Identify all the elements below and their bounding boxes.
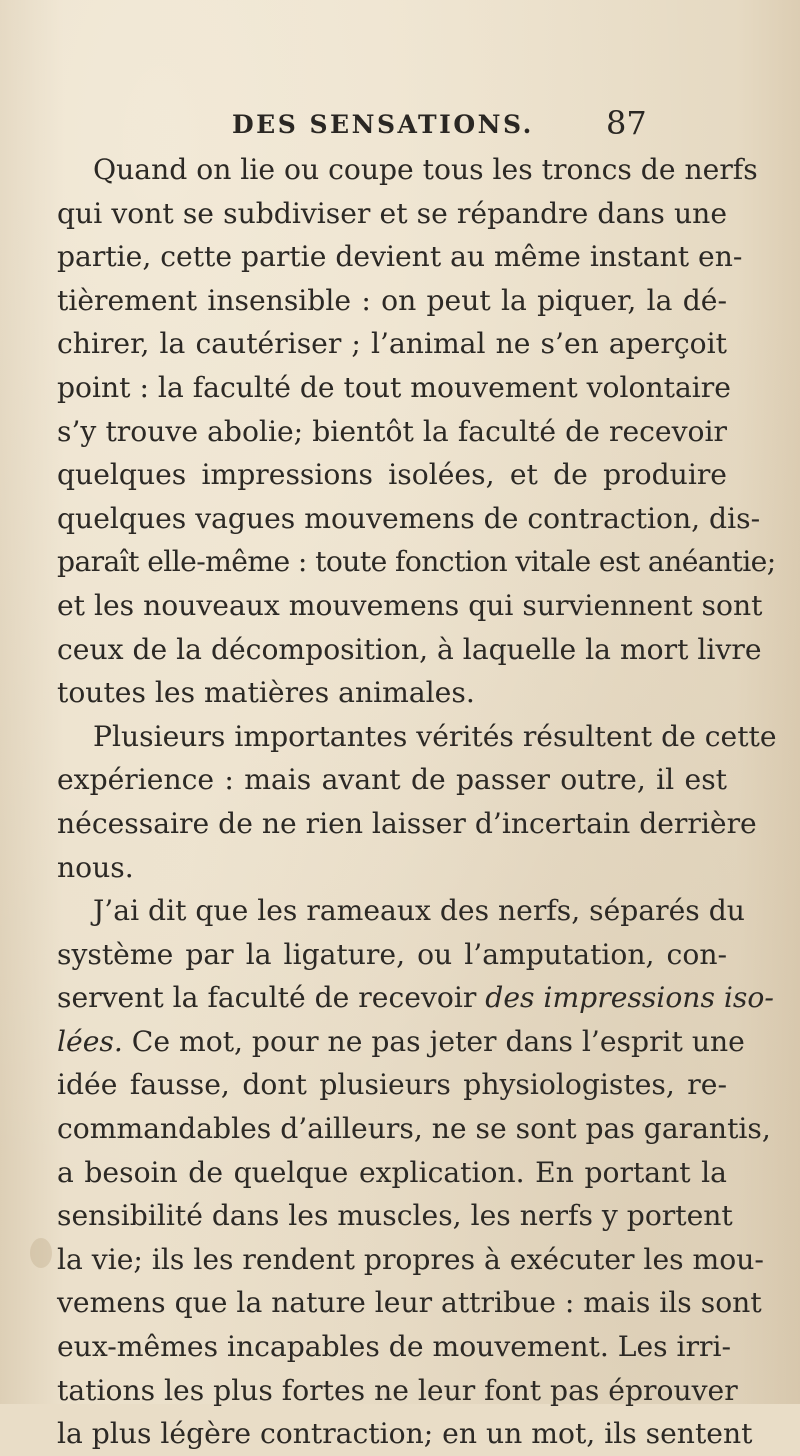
paper-stain	[30, 1238, 52, 1268]
text-line: eux-mêmes incapables de mouvement. Les irri-	[57, 1330, 732, 1364]
text-line: sensibilité dans les muscles, les nerfs y portent	[57, 1199, 733, 1233]
page-number: 87	[606, 104, 647, 142]
text-line: la plus légère contraction; en un mot, ils sentent	[57, 1417, 753, 1451]
text-line: partie, cette partie devient au même instant en-	[57, 240, 743, 274]
text-line: nous.	[57, 850, 134, 884]
text-line: a besoin de quelque explication. En portant la	[57, 1155, 727, 1189]
text-line: paraît elle-même : toute fonction vitale est anéantie;	[57, 545, 776, 579]
text-line: s’y trouve abolie; bientôt la faculté de recevoir	[57, 414, 727, 448]
text-line: système par la ligature, ou l’amputation, con-	[57, 937, 727, 971]
text-segment: servent la faculté de recevoir	[57, 981, 477, 1015]
text-line: J’ai dit que les rameaux des nerfs, séparés du	[93, 894, 745, 928]
text-line: quelques impressions isolées, et de produire	[57, 458, 727, 492]
text-line: ceux de la décomposition, à laquelle la mort livre	[57, 632, 762, 666]
italic-phrase: lées.	[57, 1024, 123, 1058]
text-line: Quand on lie ou coupe tous les troncs de nerfs	[93, 153, 758, 186]
text-line: chirer, la cautériser ; l’animal ne s’en aperçoit	[57, 327, 727, 361]
text-line: Plusieurs importantes vérités résultent de cette	[93, 719, 777, 753]
text-segment: Ce mot, pour ne pas jeter dans l’esprit une	[131, 1024, 745, 1058]
text-line	[57, 976, 774, 1020]
text-line: et les nouveaux mouvemens qui surviennent sont	[57, 588, 763, 622]
text-line: tièrement insensible : on peut la piquer, la dé-	[57, 283, 727, 317]
italic-phrase: des impressions iso-	[485, 981, 774, 1015]
text-line: toutes les matières animales.	[57, 676, 475, 710]
text-line	[57, 1020, 745, 1064]
text-line: tations les plus fortes ne leur font pas éprouver	[57, 1373, 738, 1407]
text-line: vemens que la nature leur attribue : mais ils sont	[57, 1286, 762, 1320]
running-title: DES SENSATIONS.	[232, 110, 534, 139]
page-header	[0, 104, 800, 144]
text-line: commandables d’ailleurs, ne se sont pas garantis,	[57, 1112, 771, 1146]
text-line: quelques vagues mouvemens de contraction, dis-	[57, 501, 761, 535]
text-line: qui vont se subdiviser et se répandre dans une	[57, 196, 727, 230]
text-line: la vie; ils les rendent propres à exécuter les mou-	[57, 1242, 764, 1276]
text-line: expérience : mais avant de passer outre, il est	[57, 763, 727, 797]
text-line: idée fausse, dont plusieurs physiologistes, re-	[57, 1068, 727, 1102]
text-line: point : la faculté de tout mouvement volontaire	[57, 370, 731, 404]
body-text	[57, 148, 777, 1456]
text-line: nécessaire de ne rien laisser d’incertain derrière	[57, 806, 757, 840]
